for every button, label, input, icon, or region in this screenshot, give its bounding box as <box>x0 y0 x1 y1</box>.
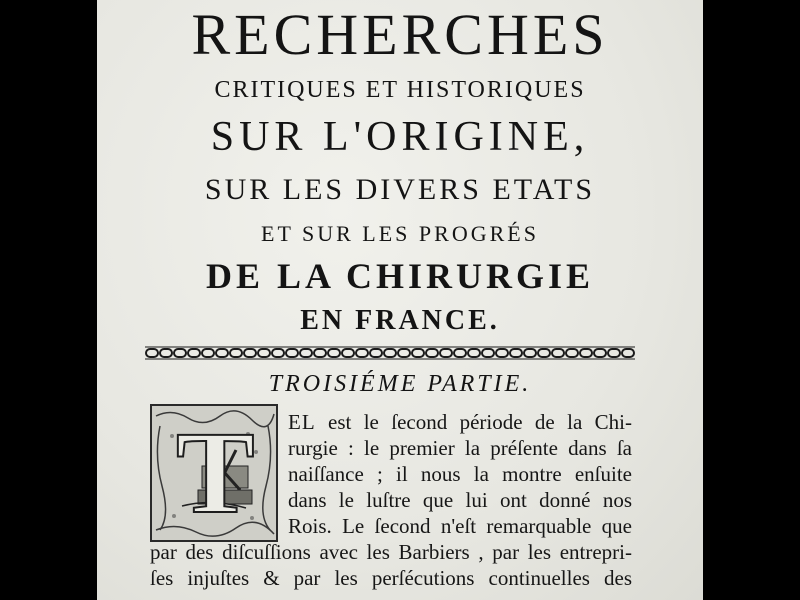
body-line-7: ſes injuſtes & par les perſécutions continuelles des <box>150 566 632 590</box>
decorated-initial <box>150 404 278 542</box>
title-line-7: EN FRANCE. <box>300 305 500 336</box>
body-line-1-text: est le ſecond période de la Chi- <box>315 410 632 434</box>
book-page <box>97 0 703 600</box>
body-line-6: par des diſcuſſions avec les Barbiers , par les entrepri- <box>150 540 632 564</box>
title-line-1: RECHERCHES <box>191 2 609 67</box>
body-line-4: dans le luſtre que lui ont donné nos <box>288 488 632 512</box>
title-line-5: ET SUR LES PROGRÉS <box>261 221 539 246</box>
part-heading: TROISIÉME PARTIE. <box>268 371 532 397</box>
body-line-2: rurgie : le premier la préſente dans ſa <box>288 436 632 460</box>
title-line-3: SUR L'ORIGINE, <box>210 114 590 160</box>
first-word: EL <box>288 410 316 434</box>
title-line-4: SUR LES DIVERS ETATS <box>204 173 596 206</box>
body-line-3: naiſſance ; il nous la montre enſuite <box>288 462 632 486</box>
ornamental-divider <box>145 346 635 360</box>
title-line-2: CRITIQUES ET HISTORIQUES <box>214 77 586 103</box>
title-line-6: DE LA CHIRURGIE <box>205 256 595 296</box>
body-line-1 <box>288 409 632 435</box>
initial-letter: T <box>176 407 255 538</box>
body-line-5: Rois. Le ſecond n'eſt remarquable que <box>288 514 632 538</box>
